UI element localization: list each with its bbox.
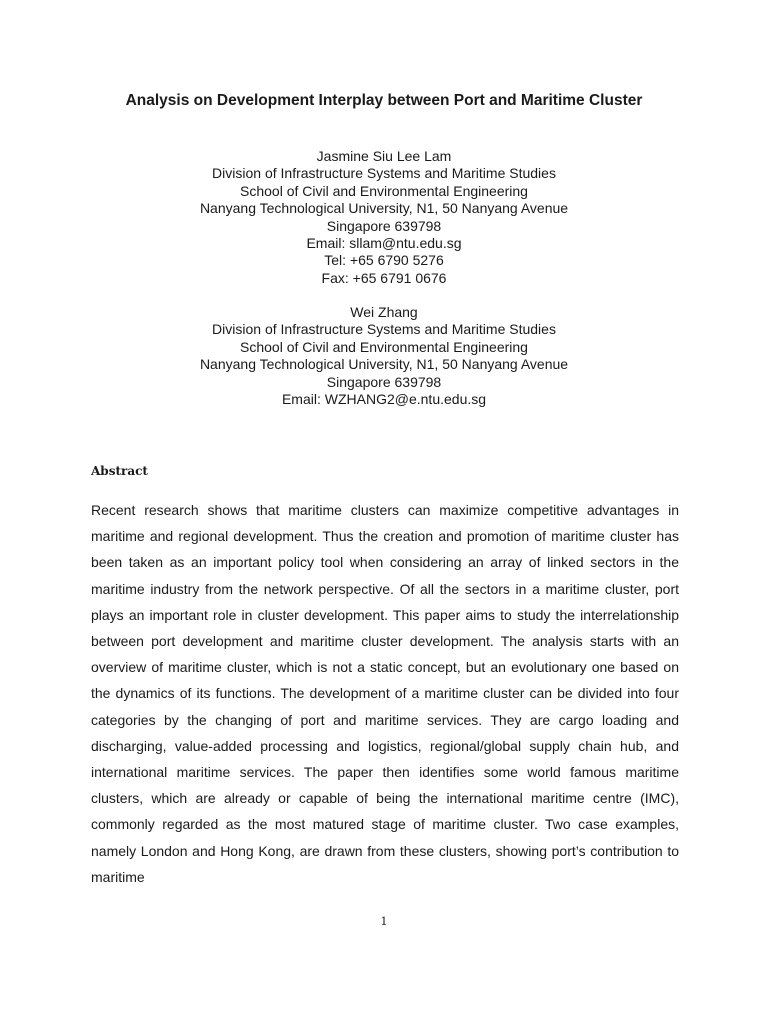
abstract-body: Recent research shows that maritime clusters can maximize competitive advantages in maritime and regional development. Thus the creation and promotion of maritime cluster has been taken as an important policy tool when considering an array of linked sectors in the maritime industry from the network perspective. Of all the sectors in a maritime cluster, port plays an important role in cluster development. This paper aims to study the interrelationship between port development and maritime cluster development. The analysis starts with an overview of maritime cluster, which is not a static concept, but an evolutionary one based on the dynamics of its functions. The development of a maritime cluster can be divided into four categories by the changing of port and maritime services. They are cargo loading and discharging, value-added processing and logistics, regional/global supply chain hub, and international maritime services. The paper then identifies some world famous maritime clusters, which are already or capable of being the international maritime centre (IMC), commonly regarded as the most matured stage of maritime cluster. Two case examples, namely London and Hong Kong, are drawn from these clusters, showing port’s contribution to maritime xyxy=(91,502,679,885)
author-1-fax: Fax: +65 6791 0676 xyxy=(321,269,447,286)
author-1-university: Nanyang Technological University, N1, 50 Nanyang Avenue xyxy=(199,200,569,217)
author-1-tel: Tel: +65 6790 5276 xyxy=(324,252,444,269)
author-1-division: Division of Infrastructure Systems and Maritime Studies xyxy=(212,165,556,182)
author-2-email: Email: WZHANG2@e.ntu.edu.sg xyxy=(281,391,487,408)
author-1-name: Jasmine Siu Lee Lam xyxy=(316,148,452,164)
page-number: 1 xyxy=(380,915,388,928)
author-2-school: School of Civil and Environmental Engineering xyxy=(240,338,528,355)
author-block-1 xyxy=(0,148,768,287)
author-1-postcode: Singapore 639798 xyxy=(326,217,442,234)
author-2-university: Nanyang Technological University, N1, 50 Nanyang Avenue xyxy=(199,356,569,373)
author-block-2 xyxy=(0,304,768,408)
author-2-name: Wei Zhang xyxy=(350,304,418,320)
author-1-school: School of Civil and Environmental Engineering xyxy=(240,182,528,199)
abstract-heading: Abstract xyxy=(91,464,148,478)
author-2-postcode: Singapore 639798 xyxy=(326,373,442,390)
author-1-email: Email: sllam@ntu.edu.sg xyxy=(306,235,462,252)
paper-title: Analysis on Development Interplay between Port and Maritime Cluster xyxy=(125,92,643,109)
author-2-division: Division of Infrastructure Systems and Maritime Studies xyxy=(212,321,556,338)
